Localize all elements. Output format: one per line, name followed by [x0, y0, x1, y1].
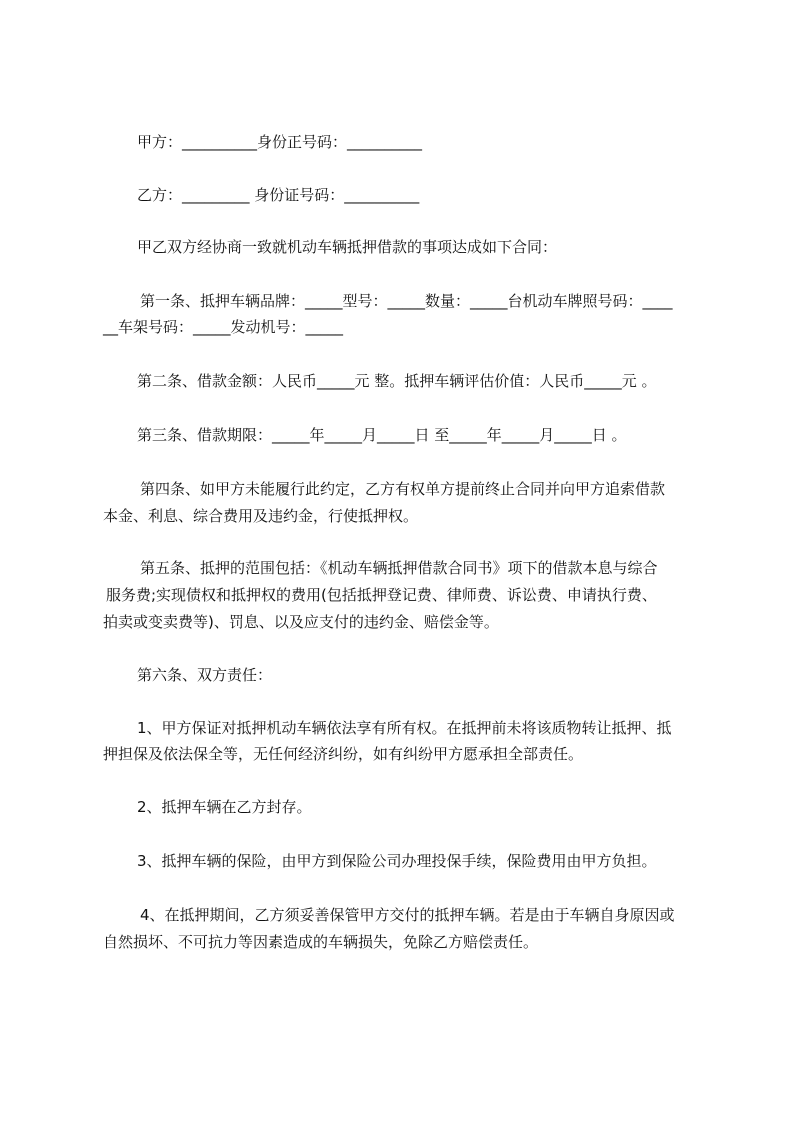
- article-6-item-1-line-2: 押担保及依法保全等，无任何经济纠纷，如有纠纷甲方愿承担全部责任。: [103, 745, 584, 763]
- party-b-line: 乙方：_________ 身份证号码：__________: [137, 186, 420, 204]
- article-3: 第三条、借款期限：_____年_____月_____日 至_____年_____月_____日 。: [137, 426, 627, 444]
- article-5-line-2: 服务费;实现债权和抵押权的费用(包括抵押登记费、律师费、诉讼费、申请执行费、: [106, 586, 657, 604]
- article-1-line-1: 第一条、抵押车辆品牌：_____型号：_____数量：_____台机动车牌照号码：____: [140, 292, 673, 310]
- party-a-line: 甲方：__________身份正号码：__________: [137, 133, 423, 151]
- article-4-line-2: 本金、利息、综合费用及违约金，行使抵押权。: [103, 507, 419, 525]
- article-6-item-3: 3、抵押车辆的保险，由甲方到保险公司办理投保手续，保险费用由甲方负担。: [137, 852, 657, 870]
- article-6-item-1-line-1: 1、甲方保证对抵押机动车辆依法享有所有权。在抵押前未将该质物转让抵押、抵: [137, 719, 672, 737]
- article-6-title: 第六条、双方责任：: [137, 666, 273, 684]
- article-6-item-4-line-1: 4、在抵押期间，乙方须妥善保管甲方交付的抵押车辆。若是由于车辆自身原因或: [140, 906, 675, 924]
- article-4-line-1: 第四条、如甲方未能履行此约定，乙方有权单方提前终止合同并向甲方追索借款: [140, 480, 666, 498]
- article-2: 第二条、借款金额：人民币_____元 整。抵押车辆评估价值：人民币_____元 。: [137, 372, 657, 390]
- article-5-line-3: 拍卖或变卖费等)、罚息、以及应支付的违约金、赔偿金等。: [103, 613, 499, 631]
- article-6-item-4-line-2: 自然损坏、不可抗力等因素造成的车辆损失，免除乙方赔偿责任。: [103, 933, 539, 951]
- article-5-line-1: 第五条、抵押的范围包括：《机动车辆抵押借款合同书》项下的借款本息与综合: [140, 559, 658, 577]
- article-6-item-2: 2、抵押车辆在乙方封存。: [137, 798, 312, 816]
- contract-intro: 甲乙双方经协商一致就机动车辆抵押借款的事项达成如下合同：: [137, 238, 558, 256]
- article-1-line-2: __车架号码：_____发动机号：_____: [103, 318, 344, 336]
